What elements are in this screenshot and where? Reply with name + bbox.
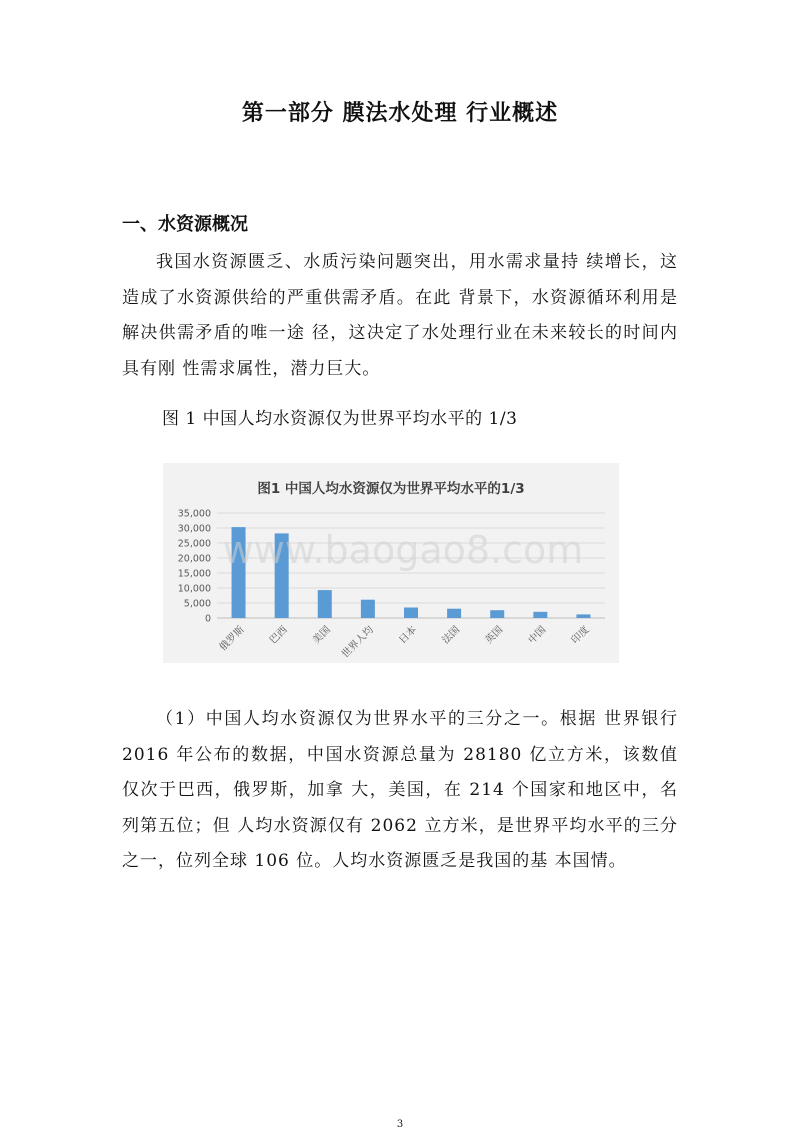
chart (163, 463, 619, 663)
x-tick-label: 日本 (397, 624, 420, 647)
y-tick-label: 0 (204, 613, 211, 625)
y-tick-label: 10,000 (177, 583, 211, 595)
x-tick-label: 巴西 (267, 624, 290, 647)
figure-caption: 图 1 中国人均水资源仅为世界平均水平的 1/3 (162, 409, 518, 429)
bar-4 (404, 608, 418, 619)
bar-8 (576, 614, 590, 618)
y-tick-label: 35,000 (177, 508, 211, 520)
bar-5 (447, 609, 461, 618)
x-tick-label: 法国 (440, 624, 463, 647)
bar-7 (533, 612, 547, 618)
y-tick-label: 5,000 (183, 598, 211, 610)
x-tick-label: 美国 (310, 624, 333, 647)
y-tick-label: 25,000 (177, 538, 211, 550)
paragraph-data: （1）中国人均水资源仅为世界水平的三分之一。根据 世界银行 2016 年公布的数据，中国水资源总量为 28180 亿立方米，该数值仅次于巴西，俄罗斯，加拿 大，美国，在 214 个国家和地区中，名列第五位；但 人均水资源仅有 2062 立方米，是世界平均水平的三分 之一，位列全球 106 位。人均水资源匮乏是我国的基 本国情。 (122, 709, 678, 871)
y-tick-label: 30,000 (177, 523, 211, 535)
watermark-text: www.baogao8.com (222, 528, 584, 572)
chart-svg (163, 463, 619, 663)
x-tick-label: 印度 (569, 624, 592, 647)
y-tick-label: 15,000 (177, 568, 211, 580)
bar-3 (361, 600, 375, 618)
x-tick-label: 英国 (483, 624, 506, 647)
x-tick-label: 俄罗斯 (217, 624, 247, 654)
page-title: 第一部分 膜法水处理 行业概述 (241, 101, 559, 126)
x-tick-label: 世界人均 (339, 624, 377, 661)
y-tick-label: 20,000 (177, 553, 211, 565)
page-number: 3 (396, 1119, 404, 1130)
paragraph-intro: 我国水资源匮乏、水质污染问题突出，用水需求量持 续增长，这造成了水资源供给的严重供需矛盾。在此 背景下，水资源循环利用是解决供需矛盾的唯一途 径，这决定了水处理行业在未来较长的时间内具有刚 性需求属性，潜力巨大。 (122, 252, 678, 379)
bar-2 (318, 590, 332, 618)
x-tick-label: 中国 (526, 624, 549, 647)
bar-6 (490, 610, 504, 618)
chart-title: 图1 中国人均水资源仅为世界平均水平的1/3 (257, 481, 525, 497)
section-heading: 一、水资源概况 (122, 214, 248, 235)
